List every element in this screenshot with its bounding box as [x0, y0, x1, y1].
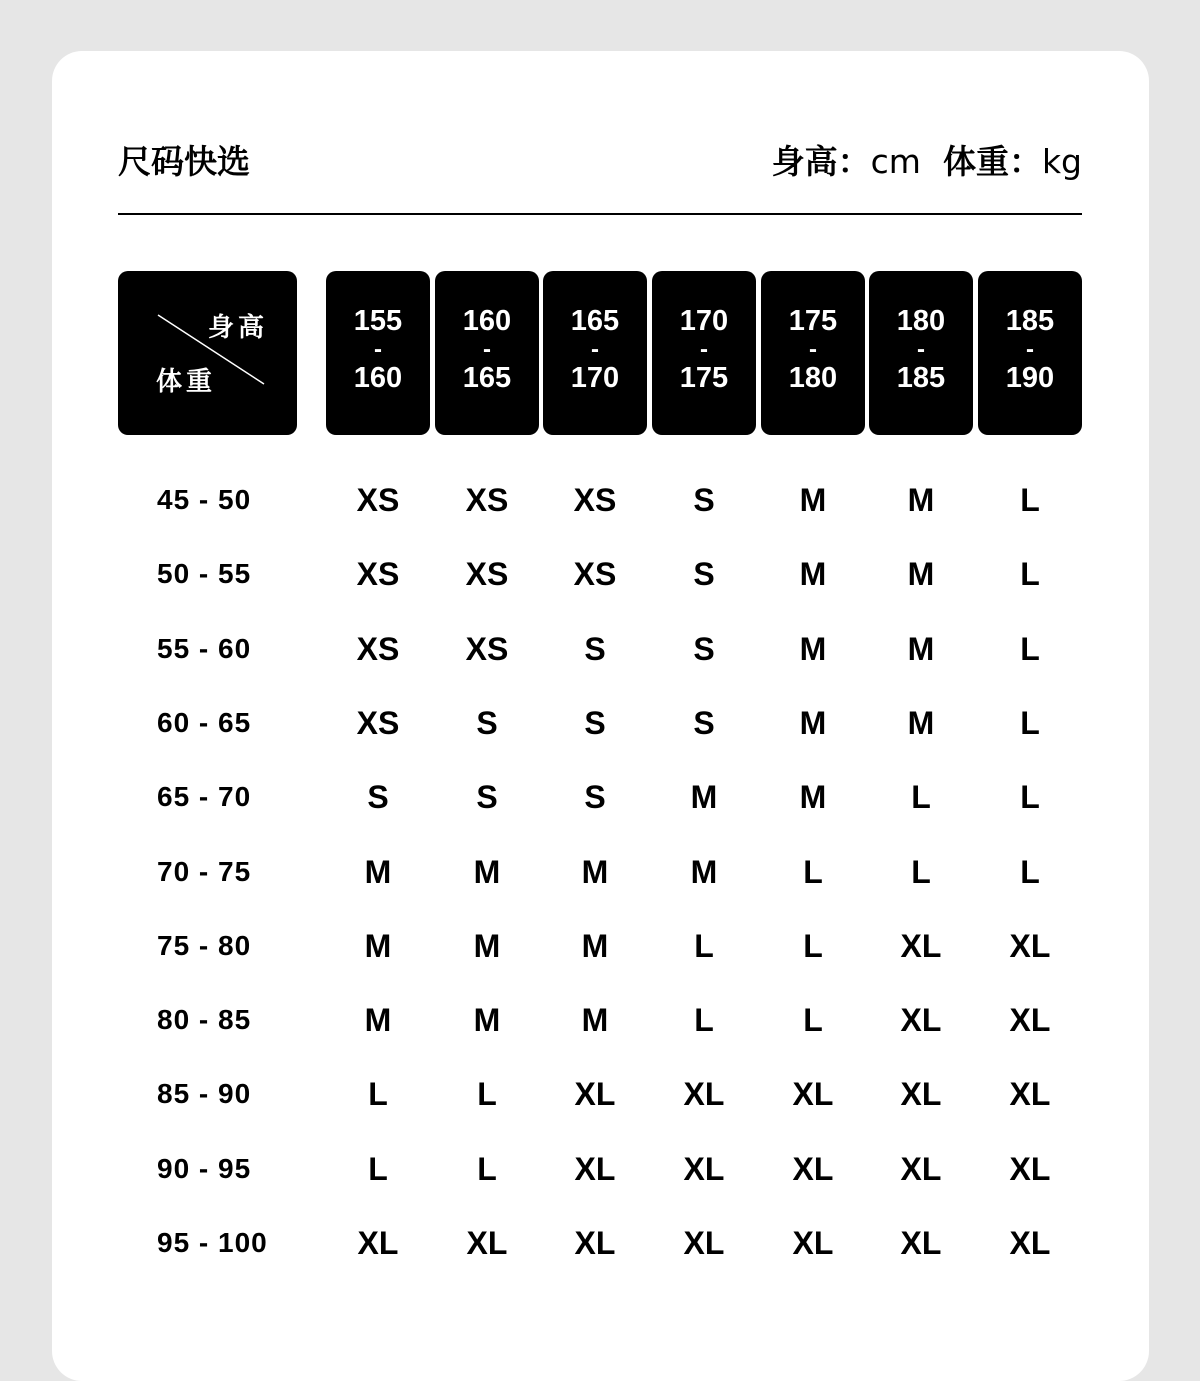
height-range-from: 170	[679, 305, 729, 337]
size-cell: M	[364, 1002, 392, 1038]
size-cell: S	[367, 779, 389, 815]
size-cell: S	[693, 556, 715, 592]
weight-row-label: 55 - 60	[157, 633, 252, 664]
height-range-dash: -	[809, 336, 817, 363]
size-cell: XL	[683, 1076, 725, 1112]
size-cell: XS	[356, 631, 400, 667]
weight-unit: kg	[1041, 142, 1082, 181]
height-unit-label: 身高：	[771, 142, 871, 181]
size-cell: XS	[356, 556, 400, 592]
size-cell: M	[364, 854, 392, 890]
size-cell: M	[907, 556, 935, 592]
height-range-from: 175	[788, 305, 838, 337]
weight-row-label: 50 - 55	[157, 558, 252, 589]
units-legend	[772, 140, 1082, 184]
size-cell: S	[584, 705, 606, 741]
weight-row-label: 45 - 50	[157, 484, 252, 515]
size-cell: L	[477, 1151, 497, 1187]
height-range-from: 160	[462, 305, 512, 337]
weight-row-label: 85 - 90	[157, 1078, 252, 1109]
size-cell: L	[368, 1076, 388, 1112]
page-title: 尺码快选	[118, 142, 250, 181]
size-cell: M	[907, 631, 935, 667]
size-cell: XL	[900, 1225, 942, 1261]
height-range-dash: -	[1026, 336, 1034, 363]
height-column-header	[869, 271, 973, 435]
height-column-header	[978, 271, 1082, 435]
height-column-header	[543, 271, 647, 435]
size-cell: XL	[574, 1225, 616, 1261]
height-range-from: 165	[570, 305, 620, 337]
size-cell: XS	[465, 482, 509, 518]
height-range-from: 155	[353, 305, 403, 337]
height-range-to: 180	[788, 362, 838, 394]
size-cell: XL	[900, 1151, 942, 1187]
size-cell: L	[803, 1002, 823, 1038]
size-cell: XL	[574, 1076, 616, 1112]
size-cell: M	[581, 854, 609, 890]
weight-row-label: 95 - 100	[157, 1227, 268, 1258]
size-cell: XS	[573, 482, 617, 518]
height-column-header	[652, 271, 756, 435]
size-cell: S	[693, 482, 715, 518]
height-column-header	[326, 271, 430, 435]
size-cell: XL	[683, 1225, 725, 1261]
size-cell: M	[907, 705, 935, 741]
size-cell: L	[911, 779, 931, 815]
size-cell: XL	[1009, 928, 1051, 964]
size-cell: XL	[900, 1002, 942, 1038]
size-cell: XS	[356, 482, 400, 518]
height-range-dash: -	[700, 336, 708, 363]
size-cell: XL	[1009, 1151, 1051, 1187]
height-range-to: 175	[679, 362, 729, 394]
size-cell: S	[584, 779, 606, 815]
size-cell: L	[1020, 631, 1040, 667]
size-cell: M	[473, 854, 501, 890]
size-cell: L	[803, 928, 823, 964]
weight-row-label: 70 - 75	[157, 856, 252, 887]
size-cell: XL	[683, 1151, 725, 1187]
size-cell: M	[581, 928, 609, 964]
size-cell: M	[907, 482, 935, 518]
size-cell: S	[476, 779, 498, 815]
weight-row-label: 60 - 65	[157, 707, 252, 738]
size-cell: XS	[356, 705, 400, 741]
size-cell: XL	[466, 1225, 508, 1261]
size-cell: XL	[792, 1076, 834, 1112]
size-cell: S	[693, 705, 715, 741]
size-cell: XS	[573, 556, 617, 592]
diagonal-divider	[118, 271, 297, 435]
height-range-from: 185	[1005, 305, 1055, 337]
size-cell: XL	[357, 1225, 399, 1261]
height-range-to: 185	[896, 362, 946, 394]
corner-weight-label: 体重	[156, 367, 217, 397]
height-range-to: 160	[353, 362, 403, 394]
size-cell: XL	[900, 928, 942, 964]
size-cell: M	[690, 779, 718, 815]
size-cell: L	[1020, 854, 1040, 890]
table-corner-header	[118, 271, 297, 435]
size-cell: M	[799, 482, 827, 518]
height-range-from: 180	[896, 305, 946, 337]
height-range-dash: -	[374, 336, 382, 363]
corner-height-label: 身高	[208, 313, 269, 343]
size-cell: L	[477, 1076, 497, 1112]
size-cell: XL	[1009, 1002, 1051, 1038]
height-unit: cm	[870, 142, 921, 181]
height-column-header	[761, 271, 865, 435]
size-cell: L	[368, 1151, 388, 1187]
size-cell: M	[690, 854, 718, 890]
size-cell: L	[1020, 556, 1040, 592]
size-cell: XL	[792, 1151, 834, 1187]
height-column-header	[435, 271, 539, 435]
size-cell: M	[473, 1002, 501, 1038]
size-cell: L	[1020, 779, 1040, 815]
height-range-dash: -	[591, 336, 599, 363]
size-cell: L	[1020, 482, 1040, 518]
weight-row-label: 65 - 70	[157, 781, 252, 812]
height-range-to: 190	[1005, 362, 1055, 394]
height-range-to: 165	[462, 362, 512, 394]
height-range-dash: -	[917, 336, 925, 363]
size-cell: L	[1020, 705, 1040, 741]
size-cell: M	[799, 631, 827, 667]
size-cell: XL	[792, 1225, 834, 1261]
size-cell: S	[584, 631, 606, 667]
size-cell: M	[799, 779, 827, 815]
weight-unit-label: 体重：	[942, 142, 1042, 181]
height-range-dash: -	[483, 336, 491, 363]
weight-row-label: 75 - 80	[157, 930, 252, 961]
size-cell: M	[799, 556, 827, 592]
size-cell: XL	[1009, 1225, 1051, 1261]
size-cell: XL	[900, 1076, 942, 1112]
size-cell: XL	[1009, 1076, 1051, 1112]
size-cell: L	[911, 854, 931, 890]
size-cell: XS	[465, 631, 509, 667]
size-cell: L	[803, 854, 823, 890]
weight-row-label: 90 - 95	[157, 1153, 252, 1184]
size-cell: S	[693, 631, 715, 667]
size-cell: M	[799, 705, 827, 741]
size-cell: L	[694, 1002, 714, 1038]
size-cell: M	[473, 928, 501, 964]
size-cell: XS	[465, 556, 509, 592]
size-cell: XL	[574, 1151, 616, 1187]
header-divider	[118, 213, 1082, 215]
size-cell: L	[694, 928, 714, 964]
size-cell: M	[581, 1002, 609, 1038]
size-cell: S	[476, 705, 498, 741]
height-range-to: 170	[570, 362, 620, 394]
size-cell: M	[364, 928, 392, 964]
weight-row-label: 80 - 85	[157, 1004, 252, 1035]
